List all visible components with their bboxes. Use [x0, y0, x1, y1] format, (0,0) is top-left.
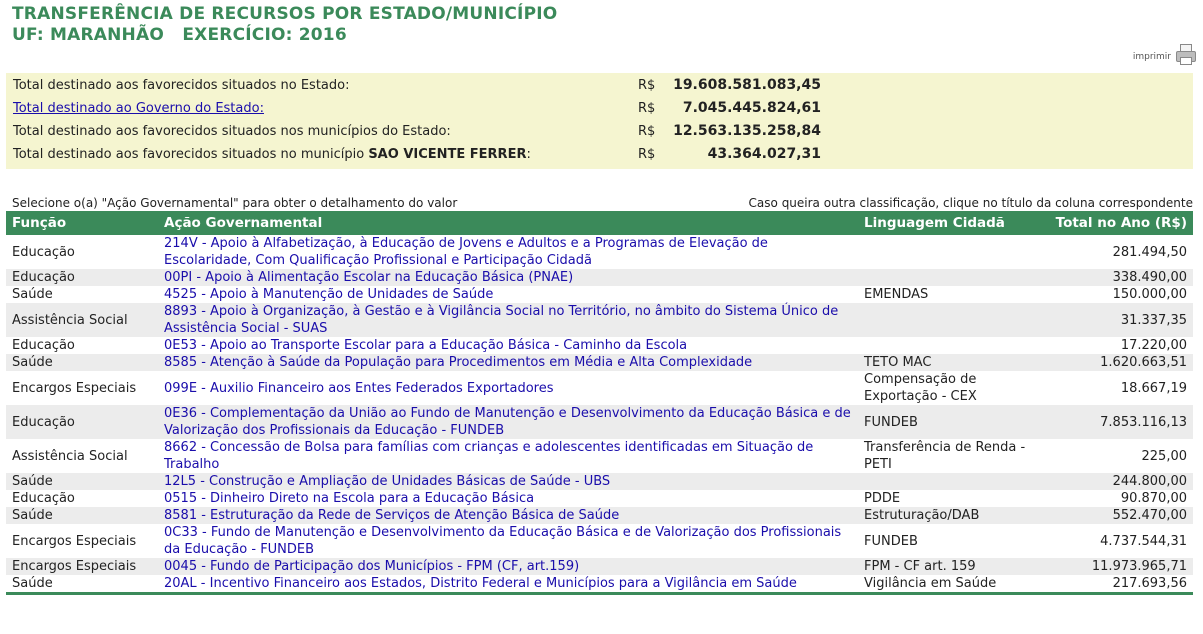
cell-total: 552.470,00	[1112, 508, 1187, 523]
cell-total: 1.620.663,51	[1100, 355, 1187, 370]
cell-acao-link[interactable]: 8585 - Atenção à Saúde da População para Procedimentos em Média e Alta Complexidade	[164, 355, 753, 370]
municipality-name: SAO VICENTE FERRER	[368, 147, 527, 162]
actions-table	[6, 211, 1193, 595]
cell-funcao: Saúde	[12, 576, 53, 591]
cell-total: 217.693,56	[1112, 576, 1187, 591]
summary-label-text: Total destinado aos favorecidos situados no município	[13, 147, 369, 162]
cell-total: 17.220,00	[1120, 338, 1187, 353]
cell-total: 7.853.116,13	[1100, 414, 1187, 430]
title-line-1: TRANSFERÊNCIA DE RECURSOS POR ESTADO/MUNICÍPIO	[12, 4, 558, 24]
cell-linguagem: PDDE	[864, 491, 901, 506]
cell-funcao: Saúde	[12, 508, 53, 523]
cell-acao-link[interactable]: 0C33 - Fundo de Manutenção e Desenvolvimento da Educação Básica e de Valorização dos Profissionais da Educação - FUNDEB	[164, 525, 842, 557]
summary-label: Total destinado aos favorecidos situados nos municípios do Estado:	[13, 124, 451, 139]
summary-label: Total destinado aos favorecidos situados no Estado:	[13, 78, 350, 93]
summary-currency: R$	[638, 101, 656, 116]
table-row	[6, 439, 1193, 473]
column-header-linguagem[interactable]: Linguagem Cidadã	[864, 215, 1005, 231]
table-row	[6, 507, 1193, 524]
page-title	[12, 4, 557, 46]
print-button[interactable]	[1133, 44, 1195, 64]
selection-hint: Selecione o(a) "Ação Governamental" para obter o detalhamento do valor	[12, 196, 458, 210]
column-header-acao[interactable]: Ação Governamental	[164, 215, 323, 231]
cell-funcao: Encargos Especiais	[12, 533, 137, 549]
cell-linguagem: Vigilância em Saúde	[864, 576, 997, 591]
cell-funcao: Educação	[12, 338, 75, 353]
table-row	[6, 405, 1193, 439]
cell-funcao: Encargos Especiais	[12, 559, 137, 574]
cell-total: 244.800,00	[1112, 474, 1187, 489]
table-row	[6, 303, 1193, 337]
government-total-link[interactable]: Total destinado ao Governo do Estado:	[13, 101, 264, 116]
cell-acao-link[interactable]: 8662 - Concessão de Bolsa para famílias com crianças e adolescentes identificadas em Situação de Trabalho	[164, 440, 814, 472]
cell-linguagem	[858, 303, 1038, 337]
table-row	[6, 354, 1193, 371]
cell-acao-link[interactable]: 0E53 - Apoio ao Transporte Escolar para a Educação Básica - Caminho da Escola	[164, 338, 688, 353]
cell-funcao: Educação	[12, 491, 75, 506]
summary-panel	[6, 73, 1193, 169]
cell-funcao: Saúde	[12, 474, 53, 489]
cell-linguagem: Compensação de Exportação - CEX	[864, 372, 977, 404]
cell-total: 18.667,19	[1120, 380, 1187, 396]
sort-hint: Caso queira outra classificação, clique no título da coluna correspondente	[748, 196, 1193, 210]
cell-acao-link[interactable]: 8581 - Estruturação da Rede de Serviços de Atenção Básica de Saúde	[164, 508, 620, 523]
cell-acao-link[interactable]: 0515 - Dinheiro Direto na Escola para a Educação Básica	[164, 491, 535, 506]
summary-currency: R$	[638, 147, 656, 162]
table-row	[6, 575, 1193, 594]
table-row	[6, 558, 1193, 575]
summary-amount: 43.364.027,31	[707, 146, 821, 162]
column-header-total[interactable]: Total no Ano (R$)	[1055, 215, 1187, 231]
summary-label	[13, 143, 531, 166]
table-row	[6, 473, 1193, 490]
cell-total: 338.490,00	[1112, 270, 1187, 285]
table-row	[6, 337, 1193, 354]
table-row	[6, 269, 1193, 286]
summary-amount: 12.563.135.258,84	[673, 123, 821, 139]
cell-total: 150.000,00	[1112, 287, 1187, 302]
cell-total: 90.870,00	[1120, 491, 1187, 506]
table-row	[6, 524, 1193, 558]
cell-linguagem: FPM - CF art. 159	[864, 559, 976, 574]
cell-funcao: Educação	[12, 270, 75, 285]
print-label[interactable]: imprimir	[1132, 52, 1171, 62]
cell-acao-link[interactable]: 00PI - Apoio à Alimentação Escolar na Educação Básica (PNAE)	[164, 270, 574, 285]
cell-funcao: Encargos Especiais	[12, 380, 137, 396]
column-header-funcao[interactable]: Função	[12, 215, 67, 231]
cell-linguagem: Transferência de Renda - PETI	[864, 440, 1026, 472]
cell-linguagem	[858, 269, 1038, 286]
cell-total: 11.973.965,71	[1091, 559, 1187, 574]
cell-linguagem: FUNDEB	[864, 414, 918, 430]
cell-linguagem: FUNDEB	[864, 533, 918, 549]
cell-funcao: Educação	[12, 244, 75, 260]
cell-funcao: Saúde	[12, 287, 53, 302]
cell-total: 4.737.544,31	[1100, 533, 1187, 549]
table-row	[6, 235, 1193, 269]
table-row	[6, 371, 1193, 405]
cell-acao-link[interactable]: 12L5 - Construção e Ampliação de Unidades Básicas de Saúde - UBS	[164, 474, 611, 489]
cell-acao-link[interactable]: 0045 - Fundo de Participação dos Municípios - FPM (CF, art.159)	[164, 559, 580, 574]
cell-total: 31.337,35	[1120, 312, 1187, 328]
title-line-2: UF: MARANHÃO EXERCÍCIO: 2016	[12, 25, 347, 45]
cell-acao-link[interactable]: 214V - Apoio à Alfabetização, à Educação de Jovens e Adultos e a Programas de Elevação de Escolaridade, Com Qualificação Profissional e Participação Cidadã	[164, 236, 768, 268]
summary-amount: 7.045.445.824,61	[682, 100, 821, 116]
table-header-row	[6, 211, 1193, 235]
summary-label-suffix: :	[526, 147, 531, 162]
cell-linguagem: EMENDAS	[864, 287, 929, 302]
printer-icon[interactable]	[1175, 44, 1195, 64]
cell-total: 225,00	[1141, 448, 1187, 464]
cell-linguagem	[858, 473, 1038, 490]
summary-currency: R$	[638, 124, 656, 139]
table-row	[6, 490, 1193, 507]
cell-acao-link[interactable]: 4525 - Apoio à Manutenção de Unidades de Saúde	[164, 287, 494, 302]
cell-acao-link[interactable]: 20AL - Incentivo Financeiro aos Estados, Distrito Federal e Municípios para a Vigilância em Saúde	[164, 576, 797, 591]
summary-amount: 19.608.581.083,45	[673, 77, 821, 93]
cell-linguagem: TETO MAC	[864, 355, 932, 370]
cell-acao-link[interactable]: 0E36 - Complementação da União ao Fundo de Manutenção e Desenvolvimento da Educação Básica e de Valorização dos Profissionais da Educação - FUNDEB	[164, 406, 851, 438]
cell-acao-link[interactable]: 099E - Auxilio Financeiro aos Entes Federados Exportadores	[164, 380, 554, 396]
cell-linguagem: Estruturação/DAB	[864, 508, 980, 523]
cell-total: 281.494,50	[1112, 244, 1187, 260]
cell-funcao: Educação	[12, 414, 75, 430]
cell-linguagem	[858, 337, 1038, 354]
cell-funcao: Saúde	[12, 355, 53, 370]
table-row	[6, 286, 1193, 303]
cell-funcao: Assistência Social	[12, 312, 128, 328]
cell-funcao: Assistência Social	[12, 448, 128, 464]
cell-linguagem	[858, 235, 1038, 269]
summary-currency: R$	[638, 78, 656, 93]
cell-acao-link[interactable]: 8893 - Apoio à Organização, à Gestão e à Vigilância Social no Território, no âmbito do Sistema Único de Assistência Social - SUAS	[164, 304, 839, 336]
